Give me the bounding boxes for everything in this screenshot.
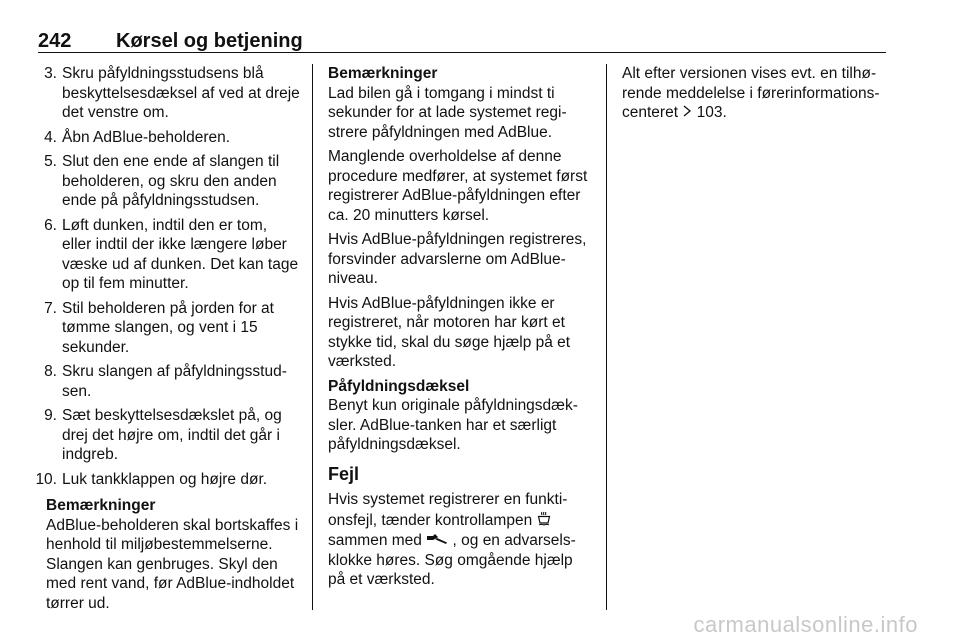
note-text: AdBlue-beholderen skal bortskaffes i henhold til miljøbestemmelserne. Slangen kan genbruges. Skyl den med rent vand, før AdBlue-indholdet tørrer ud. (46, 516, 299, 612)
note-block (38, 496, 300, 613)
list-item: 8. Skru slangen af påfyldningsstudsen. (44, 363, 287, 400)
list-item: 9. Sæt beskyttelsesdækslet på, og drej det højre om, indtil det går i indgreb. (44, 407, 282, 463)
note-title: Bemærkninger (328, 65, 438, 82)
column-middle (328, 64, 592, 595)
list-item: 6. Løft dunken, indtil den er tom, eller indtil der ikke længere løber væske ud af dunken. Det kan tage op til fem minutter. (44, 216, 299, 292)
paragraph: Benyt kun originale påfyldningsdæksler. AdBlue-tanken har et særligt påfyldningsdæksel. (328, 397, 578, 453)
page-header (38, 30, 886, 53)
page-reference: 103. (696, 104, 727, 121)
paragraph: Alt efter versionen vises evt. en tilhørende meddelelse i førerinformationscenteret 103. (622, 65, 880, 121)
adblue-warning-icon (537, 510, 551, 532)
page-number: 242 (38, 30, 72, 52)
column-divider (606, 64, 607, 610)
column-left (35, 64, 300, 613)
list-item: 7. Stil beholderen på jorden for at tømme slangen, og vent i 15 sekunder. (44, 299, 274, 356)
note-paragraph: Hvis AdBlue-påfyldningen ikke er registreret, når motoren har kørt et stykke tid, skal du søge hjælp på et værksted. (328, 294, 571, 370)
section-heading-fault: Fejl (328, 463, 360, 484)
watermark: carmanualsonline.info (693, 612, 918, 637)
column-divider (312, 64, 313, 610)
list-item: 4. Åbn AdBlue-beholderen. (44, 128, 231, 146)
step-list (35, 64, 300, 489)
column-right (622, 64, 888, 128)
note-paragraph: Hvis AdBlue-påfyldningen registreres, forsvinder advarslerne om AdBlue-niveau. (328, 231, 587, 287)
page-reference-arrow-icon (682, 103, 692, 123)
page-title: Kørsel og betjening (116, 30, 303, 52)
note-paragraph: Manglende overholdelse af denne procedure medfører, at systemet først registrerer AdBlue-påfyldningen efter ca. 20 minutters kørsel. (328, 148, 588, 224)
list-item: 5. Slut den ene ende af slangen til beholderen, og skru den anden ende på påfyldningsstudsen. (44, 153, 280, 209)
subheading-filler-cap: Påfyldningsdæksel (328, 377, 470, 395)
note-title: Bemærkninger (46, 497, 156, 514)
note-paragraph: Lad bilen gå i tomgang i mindst ti sekunder for at lade systemet registrere påfyldningen med AdBlue. (328, 84, 567, 141)
fault-paragraph: Hvis systemet registrerer en funktionsfejl, tænder kontrollampen sammen med , og en advarselsklokke høres. Søg omgående hjælp på et værksted. (328, 491, 576, 589)
list-item: 3. Skru påfyldningsstudsens blå beskyttelsesdæksel af ved at dreje det venstre om. (44, 65, 300, 121)
list-item: 10. Luk tankklappen og højre dør. (35, 470, 268, 488)
wrench-icon (426, 531, 448, 551)
